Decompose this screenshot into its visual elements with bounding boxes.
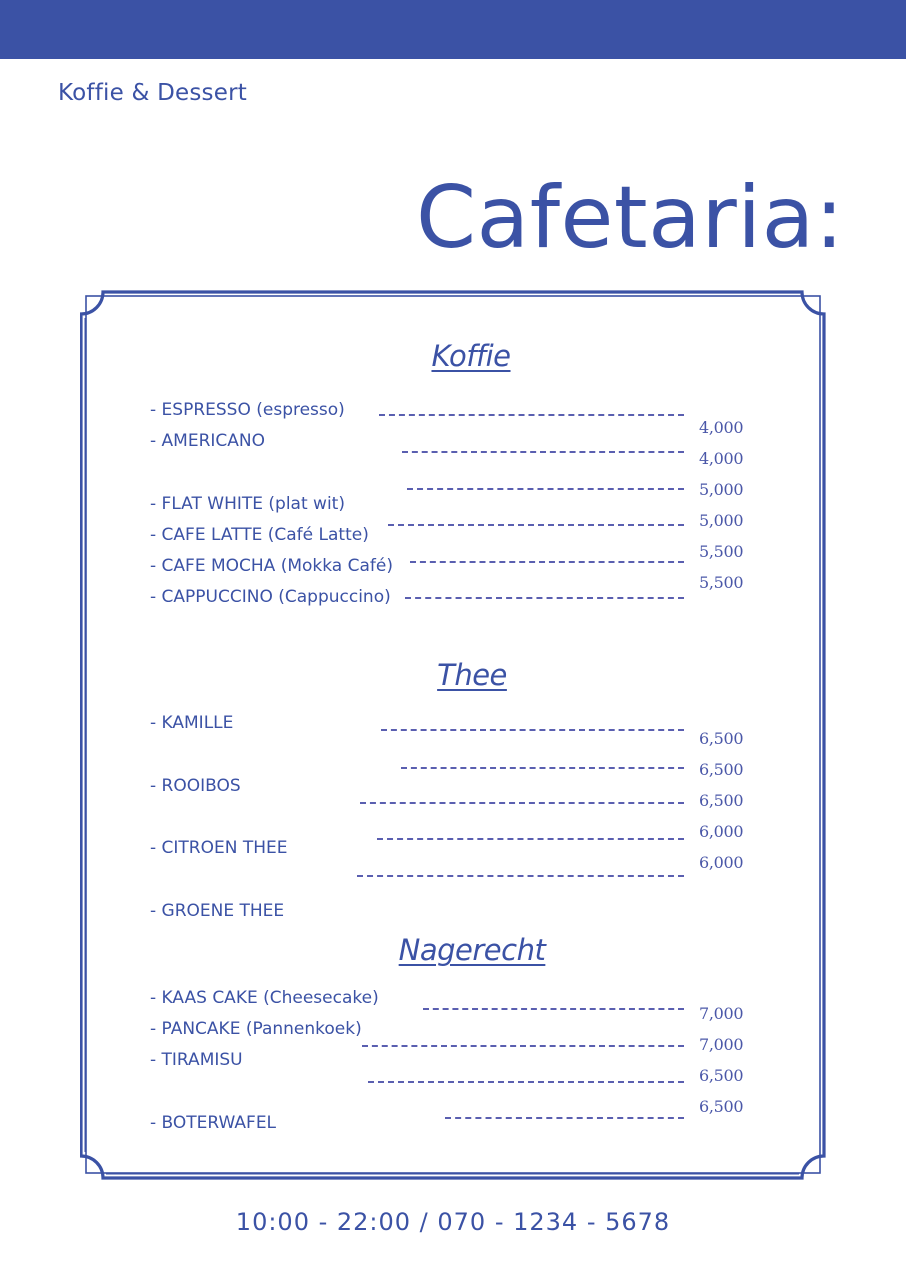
- dotted-leader: [402, 451, 684, 453]
- dotted-leader: [405, 597, 684, 599]
- menu-item-americano: - AMERICANO: [150, 431, 265, 451]
- price: 4,000: [699, 449, 744, 468]
- price: 7,000: [699, 1004, 744, 1023]
- dotted-leader: [423, 1008, 684, 1010]
- menu-item-pancake: - PANCAKE (Pannenkoek): [150, 1019, 362, 1039]
- price: 4,000: [699, 418, 744, 437]
- menu-item-espresso: - ESPRESSO (espresso): [150, 400, 345, 420]
- price: 6,000: [699, 822, 744, 841]
- price: 7,000: [699, 1035, 744, 1054]
- price: 6,500: [699, 1066, 744, 1085]
- menu-item-tiramisu: - TIRAMISU: [150, 1050, 243, 1070]
- price: 6,500: [699, 729, 744, 748]
- price: 6,500: [699, 760, 744, 779]
- price: 6,000: [699, 853, 744, 872]
- menu-item-cafe-mocha: - CAFE MOCHA (Mokka Café): [150, 556, 393, 576]
- dotted-leader: [388, 524, 684, 526]
- menu-item-kaas-cake: - KAAS CAKE (Cheesecake): [150, 988, 379, 1008]
- menu-item-kamille: - KAMILLE: [150, 713, 234, 733]
- dotted-leader: [368, 1081, 684, 1083]
- hours-contact: 10:00 - 22:00 / 070 - 1234 - 5678: [235, 1208, 671, 1236]
- dotted-leader: [381, 729, 684, 731]
- price: 6,500: [699, 1097, 744, 1116]
- section-title-thee: Thee: [437, 658, 507, 692]
- top-banner: [0, 0, 906, 59]
- menu-item-rooibos: - ROOIBOS: [150, 776, 241, 796]
- menu-item-cappuccino: - CAPPUCCINO (Cappuccino): [150, 587, 391, 607]
- brand-name: Koffie & Dessert: [58, 80, 247, 106]
- dotted-leader: [362, 1045, 684, 1047]
- menu-item-cafe-latte: - CAFE LATTE (Café Latte): [150, 525, 369, 545]
- dotted-leader: [410, 561, 684, 563]
- dotted-leader: [445, 1117, 684, 1119]
- page-title: Cafetaria:: [416, 168, 845, 268]
- price: 5,000: [699, 480, 744, 499]
- section-title-koffie: Koffie: [431, 339, 511, 373]
- dotted-leader: [407, 488, 684, 490]
- dotted-leader: [377, 838, 684, 840]
- price: 5,500: [699, 542, 744, 561]
- price: 6,500: [699, 791, 744, 810]
- price: 5,500: [699, 573, 744, 592]
- dotted-leader: [360, 802, 684, 804]
- price: 5,000: [699, 511, 744, 530]
- dotted-leader: [357, 875, 684, 877]
- menu-item-flat-white: - FLAT WHITE (plat wit): [150, 494, 345, 514]
- menu-item-groene-thee: - GROENE THEE: [150, 901, 285, 921]
- menu-item-citroen-thee: - CITROEN THEE: [150, 838, 288, 858]
- menu-item-boterwafel: - BOTERWAFEL: [150, 1113, 277, 1133]
- dotted-leader: [401, 767, 684, 769]
- section-title-nagerecht: Nagerecht: [398, 933, 546, 967]
- dotted-leader: [379, 414, 684, 416]
